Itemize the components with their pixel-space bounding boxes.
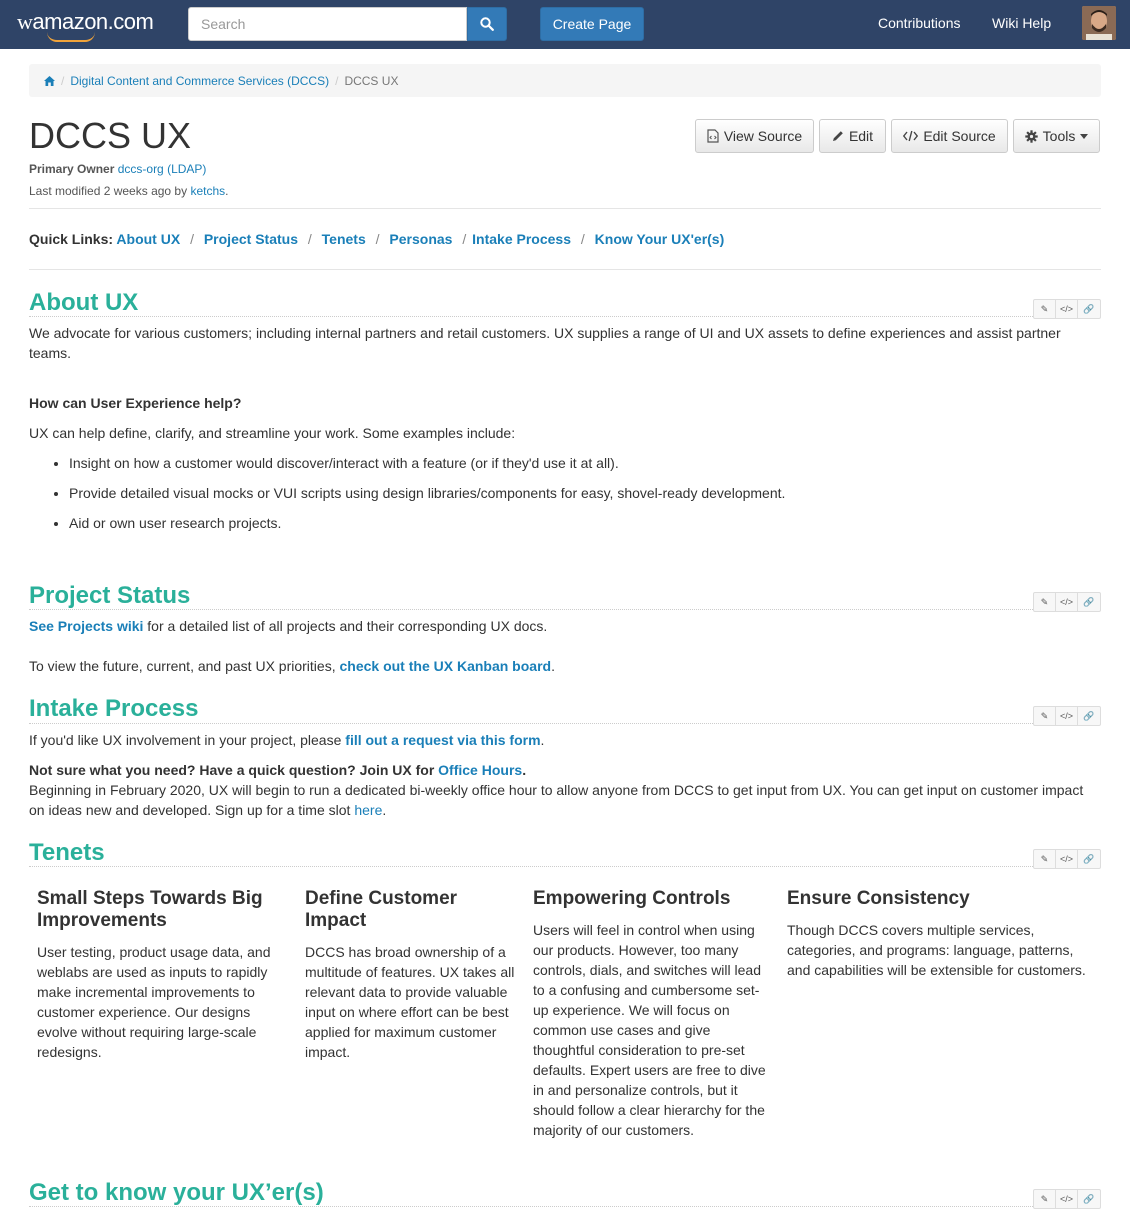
modified-user-link[interactable]: ketchs bbox=[190, 184, 226, 198]
section-heading-about-ux: About UX bbox=[29, 289, 139, 316]
pencil-icon[interactable]: ✎ bbox=[1034, 850, 1056, 868]
logo-text: amazon.com bbox=[32, 9, 154, 34]
home-icon[interactable] bbox=[44, 76, 55, 86]
smile-icon bbox=[47, 32, 95, 42]
link-icon[interactable]: 🔗 bbox=[1083, 853, 1095, 864]
help-intro: UX can help define, clarify, and streamline your work. Some examples include: bbox=[29, 425, 516, 441]
tools-dropdown[interactable] bbox=[1013, 119, 1100, 153]
office-hours-line bbox=[29, 760, 526, 780]
kanban-board-link[interactable]: check out the UX Kanban board bbox=[339, 658, 552, 674]
section-underline bbox=[29, 866, 1101, 867]
list-item: • Insight on how a customer would discover/interact with a feature (or if they'd use it at all). bbox=[69, 453, 785, 473]
owner-link[interactable]: dccs-org (LDAP) bbox=[117, 162, 207, 176]
logo-prefix: w bbox=[17, 9, 33, 34]
view-source-button[interactable] bbox=[695, 119, 814, 153]
sign-up-here-link[interactable]: here bbox=[354, 802, 383, 818]
pencil-icon[interactable]: ✎ bbox=[1034, 1190, 1056, 1208]
breadcrumb-item-dccs[interactable]: Digital Content and Commerce Services (DCCS) bbox=[70, 73, 330, 88]
section-heading-know-your-uxers: Get to know your UX’er(s) bbox=[29, 1179, 324, 1206]
section-edit-tools bbox=[1033, 706, 1101, 726]
projects-line bbox=[29, 616, 547, 636]
code-icon[interactable]: </> bbox=[1056, 300, 1078, 318]
last-modified bbox=[29, 184, 228, 198]
tenet-title: Small Steps Towards Big Improvements bbox=[37, 888, 263, 931]
section-underline bbox=[29, 316, 1101, 317]
tenet-title: Empowering Controls bbox=[533, 888, 731, 909]
intake-line-text: If you'd like UX involvement in your project, please bbox=[29, 732, 346, 748]
modified-suffix: . bbox=[225, 184, 229, 198]
section-edit-tools bbox=[1033, 592, 1101, 612]
section-heading-intake-process: Intake Process bbox=[29, 695, 199, 722]
link-icon[interactable]: 🔗 bbox=[1083, 1193, 1095, 1204]
pencil-icon[interactable]: ✎ bbox=[1034, 593, 1056, 611]
tenet-title: Define Customer Impact bbox=[305, 888, 458, 931]
about-intro: We advocate for various customers; including internal partners and retail customers. UX supplies a range of UI and UX assets to define experiences and assist partner teams. bbox=[29, 325, 1061, 361]
tenet-body: Though DCCS covers multiple services, categories, and programs: language, patterns, and capabilities will be extensible for customers. bbox=[787, 922, 1086, 978]
contributions-link[interactable]: Contributions bbox=[878, 15, 961, 31]
tenet-body: DCCS has broad ownership of a multitude of features. UX takes all relevant data to provide valuable input on where effort can be best applied for maximum customer impact. bbox=[305, 944, 515, 1060]
edit-label: Edit bbox=[848, 128, 874, 144]
pencil-icon bbox=[832, 130, 844, 142]
wiki-help-link[interactable]: Wiki Help bbox=[992, 15, 1052, 31]
tools-label: Tools bbox=[1042, 128, 1076, 144]
office-hours-end: . bbox=[522, 762, 527, 778]
section-edit-tools bbox=[1033, 299, 1101, 319]
search-input[interactable]: Search bbox=[188, 7, 467, 41]
list-item: • Aid or own user research projects. bbox=[69, 513, 785, 533]
pencil-icon[interactable]: ✎ bbox=[1034, 300, 1056, 318]
projects-line-text: for a detailed list of all projects and their corresponding UX docs. bbox=[143, 618, 548, 634]
link-icon[interactable]: 🔗 bbox=[1083, 596, 1095, 607]
breadcrumb-separator: / bbox=[61, 73, 65, 88]
quick-link-personas[interactable]: Personas bbox=[389, 231, 453, 247]
caret-down-icon bbox=[1080, 134, 1088, 139]
top-navbar bbox=[0, 0, 1130, 49]
quick-link-separator: / bbox=[190, 231, 194, 247]
search-button[interactable] bbox=[467, 7, 507, 41]
page-title: DCCS UX bbox=[29, 115, 192, 156]
help-list bbox=[69, 453, 785, 543]
code-icon[interactable]: </> bbox=[1056, 593, 1078, 611]
edit-button[interactable] bbox=[819, 119, 886, 153]
section-underline bbox=[29, 723, 1101, 724]
search-icon bbox=[480, 17, 494, 31]
create-page-button[interactable]: Create Page bbox=[540, 7, 644, 41]
quick-link-separator: / bbox=[580, 231, 585, 247]
tenet-body: User testing, product usage data, and weblabs are used as inputs to rapidly make incremental improvements to customer experience. Our designs evolve without requiring large-scale redesigns. bbox=[37, 944, 271, 1060]
projects-wiki-link[interactable]: See Projects wiki bbox=[29, 618, 144, 634]
divider bbox=[29, 208, 1101, 209]
kanban-line-text: To view the future, current, and past UX priorities, bbox=[29, 658, 340, 674]
section-underline bbox=[29, 1206, 1101, 1207]
office-hours-text: Not sure what you need? Have a quick question? Join UX for bbox=[29, 762, 439, 778]
quick-link-separator: / bbox=[307, 231, 312, 247]
avatar[interactable] bbox=[1082, 6, 1116, 40]
divider bbox=[29, 269, 1101, 270]
link-icon[interactable]: 🔗 bbox=[1083, 303, 1095, 314]
code-icon[interactable]: </> bbox=[1056, 1190, 1078, 1208]
quick-link-know-your-uxers[interactable]: Know Your UX'er(s) bbox=[594, 231, 725, 247]
primary-owner bbox=[29, 162, 206, 176]
tenet-card bbox=[787, 888, 1097, 980]
breadcrumb-separator: / bbox=[335, 73, 339, 88]
tenet-body: Users will feel in control when using our products. However, too many controls, dials, and switches will lead to a confusing and cumbersome set-up experience. We will focus on common use cases and give thoughtful consideration to pre-set defaults. Expert users are free to dive in and personalize controls, but it should follow a clear hierarchy for the majority of our customers. bbox=[533, 922, 766, 1138]
kanban-line-end: . bbox=[551, 658, 555, 674]
section-edit-tools bbox=[1033, 849, 1101, 869]
gear-icon bbox=[1025, 130, 1038, 143]
tenet-card bbox=[37, 888, 282, 1062]
section-underline bbox=[29, 609, 1101, 610]
kanban-line bbox=[29, 656, 555, 676]
pencil-icon[interactable]: ✎ bbox=[1034, 707, 1056, 725]
quick-link-project-status[interactable]: Project Status bbox=[203, 231, 298, 247]
quick-link-intake-process[interactable]: Intake Process bbox=[472, 231, 571, 247]
modified-prefix: Last modified 2 weeks ago by bbox=[29, 184, 188, 198]
breadcrumb bbox=[29, 64, 1101, 97]
amazon-logo[interactable] bbox=[17, 9, 153, 35]
code-icon bbox=[903, 130, 918, 142]
edit-source-button[interactable] bbox=[891, 119, 1008, 153]
intake-line-end: . bbox=[540, 732, 545, 748]
quick-link-about-ux[interactable]: About UX bbox=[116, 231, 181, 247]
section-heading-project-status: Project Status bbox=[29, 582, 191, 609]
section-edit-tools bbox=[1033, 1189, 1101, 1209]
tenet-card bbox=[533, 888, 771, 1140]
intake-line bbox=[29, 730, 544, 750]
breadcrumb-item-current: DCCS UX bbox=[344, 73, 399, 88]
tenet-card bbox=[305, 888, 520, 1062]
file-code-icon bbox=[707, 129, 719, 143]
view-source-label: View Source bbox=[723, 128, 803, 144]
list-item: • Provide detailed visual mocks or VUI scripts using design libraries/components for easy, shovel-ready development. bbox=[69, 483, 785, 503]
code-icon[interactable]: </> bbox=[1056, 850, 1078, 868]
tenet-title: Ensure Consistency bbox=[787, 888, 970, 909]
section-heading-tenets: Tenets bbox=[29, 839, 105, 866]
link-icon[interactable]: 🔗 bbox=[1083, 710, 1095, 721]
avatar-image bbox=[1082, 6, 1116, 40]
quick-link-tenets[interactable]: Tenets bbox=[321, 231, 366, 247]
owner-label: Primary Owner bbox=[29, 162, 115, 176]
quick-links bbox=[29, 231, 724, 247]
quick-links-label: Quick Links: bbox=[29, 231, 114, 247]
edit-source-label: Edit Source bbox=[923, 128, 996, 144]
office-hours-description bbox=[29, 780, 1101, 820]
office-hours-description-text: Beginning in February 2020, UX will begin to run a dedicated bi-weekly office hour to allow anyone from DCCS to get input from UX. You can get input on customer impact on ideas new and developed. Sign up for a time slot bbox=[29, 782, 1084, 818]
quick-link-separator: / bbox=[462, 231, 467, 247]
help-heading: How can User Experience help? bbox=[29, 395, 242, 411]
office-hours-description-end: . bbox=[382, 802, 387, 818]
office-hours-link[interactable]: Office Hours bbox=[438, 762, 523, 778]
quick-link-separator: / bbox=[375, 231, 380, 247]
request-form-link[interactable]: fill out a request via this form bbox=[345, 732, 541, 748]
code-icon[interactable]: </> bbox=[1056, 707, 1078, 725]
